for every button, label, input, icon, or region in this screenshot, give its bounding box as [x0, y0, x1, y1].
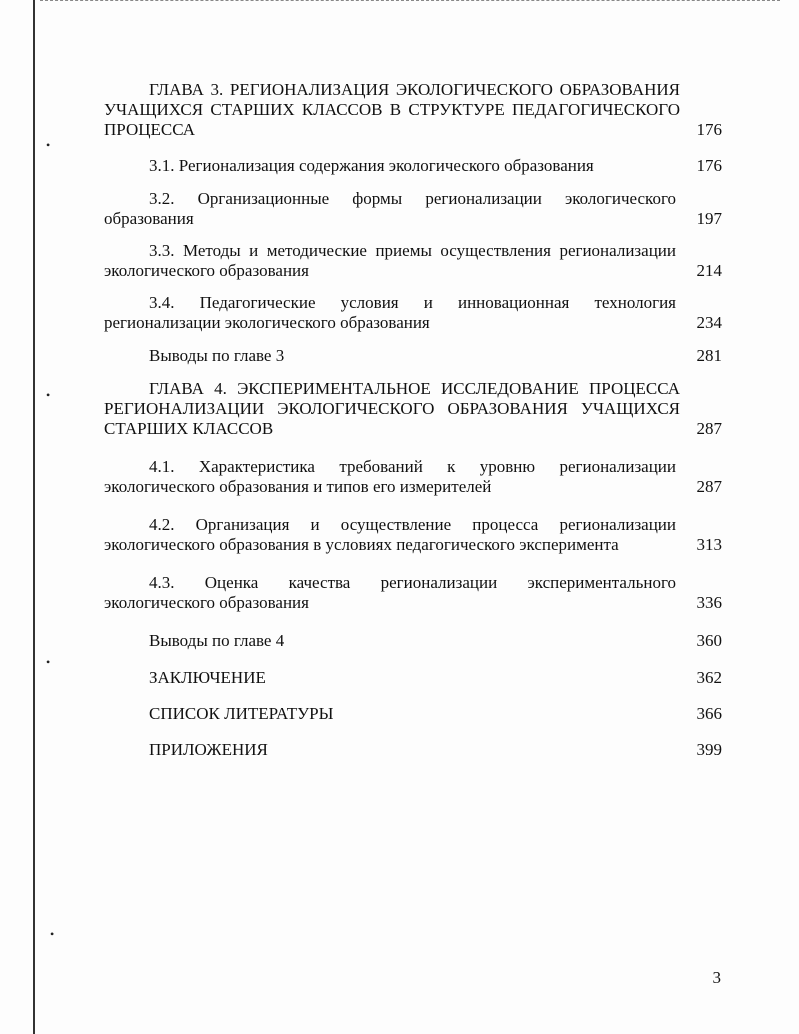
toc-entry-page: 399 [696, 740, 722, 759]
toc-entry-title: Выводы по главе 4 [149, 631, 285, 650]
toc-entry-title: 4.2. Организация и осуществление процесса регионализации экологического образования в условиях педагогического эксперимента [104, 515, 676, 554]
toc-entry-conclusions-4 [104, 631, 722, 651]
toc-entry-references [104, 704, 722, 724]
toc-entry-page: 281 [696, 346, 722, 365]
toc-entry-page: 362 [696, 668, 722, 687]
toc-entry-section-4-3 [104, 573, 722, 613]
toc-entry-title: ЗАКЛЮЧЕНИЕ [149, 668, 266, 687]
toc-entry-page: 366 [696, 704, 722, 723]
page-number: 3 [712, 968, 721, 987]
toc-entry-title: 4.3. Оценка качества регионализации экспериментального экологического образования [104, 573, 676, 612]
toc-entry-title: ГЛАВА 3. РЕГИОНАЛИЗАЦИЯ ЭКОЛОГИЧЕСКОГО ОБРАЗОВАНИЯ УЧАЩИХСЯ СТАРШИХ КЛАССОВ В СТРУКТУРЕ ПЕДАГОГИЧЕСКОГО ПРОЦЕССА [104, 80, 680, 139]
toc-entry-section-3-4 [104, 293, 722, 333]
toc-entry-conclusions-3 [104, 346, 722, 366]
toc-entry-title: 3.4. Педагогические условия и инновационная технология регионализации экологического образования [104, 293, 676, 332]
toc-entry-conclusion [104, 668, 722, 688]
toc-entry-title: 3.2. Организационные формы регионализации экологического образования [104, 189, 676, 228]
toc-entry-title: ГЛАВА 4. ЭКСПЕРИМЕНТАЛЬНОЕ ИССЛЕДОВАНИЕ ПРОЦЕССА РЕГИОНАЛИЗАЦИИ ЭКОЛОГИЧЕСКОГО ОБРАЗОВАНИЯ УЧАЩИХСЯ СТАРШИХ КЛАССОВ [104, 379, 680, 438]
toc-entry-page: 360 [696, 631, 722, 650]
toc-entry-page: 313 [696, 535, 722, 554]
toc-entry-page: 176 [696, 156, 722, 175]
toc-entry-title: 3.1. Регионализация содержания экологического образования [149, 156, 594, 175]
toc-entry-page: 287 [696, 477, 722, 496]
toc-entry-page: 197 [696, 209, 722, 228]
toc-entry-section-4-2 [104, 515, 722, 555]
toc-entry-page: 176 [696, 120, 722, 139]
toc-entry-title: 4.1. Характеристика требований к уровню регионализации экологического образования и типов его измерителей [104, 457, 676, 496]
toc-entry-page: 234 [696, 313, 722, 332]
toc-entry-page: 336 [696, 593, 722, 612]
toc-entry-section-4-1 [104, 457, 722, 497]
scan-speck-mark: • [46, 388, 51, 402]
toc-entry-chapter-3 [104, 80, 722, 140]
toc-entry-chapter-4 [104, 379, 722, 439]
table-of-contents [104, 80, 722, 760]
toc-entry-title: Выводы по главе 3 [149, 346, 285, 365]
toc-entry-title: 3.3. Методы и методические приемы осуществления регионализации экологического образования [104, 241, 676, 280]
toc-entry-section-3-2 [104, 189, 722, 229]
scan-speck-mark: • [46, 655, 51, 669]
top-scan-border [40, 0, 780, 4]
toc-entry-title: ПРИЛОЖЕНИЯ [149, 740, 268, 759]
toc-entry-appendices [104, 740, 722, 760]
toc-entry-title: СПИСОК ЛИТЕРАТУРЫ [149, 704, 334, 723]
toc-entry-section-3-1 [104, 156, 722, 176]
toc-entry-page: 287 [696, 419, 722, 438]
scan-speck-mark: • [46, 138, 51, 152]
scan-speck-mark: • [50, 927, 55, 941]
toc-entry-section-3-3 [104, 241, 722, 281]
toc-entry-page: 214 [696, 261, 722, 280]
left-margin-rule [33, 0, 35, 1034]
